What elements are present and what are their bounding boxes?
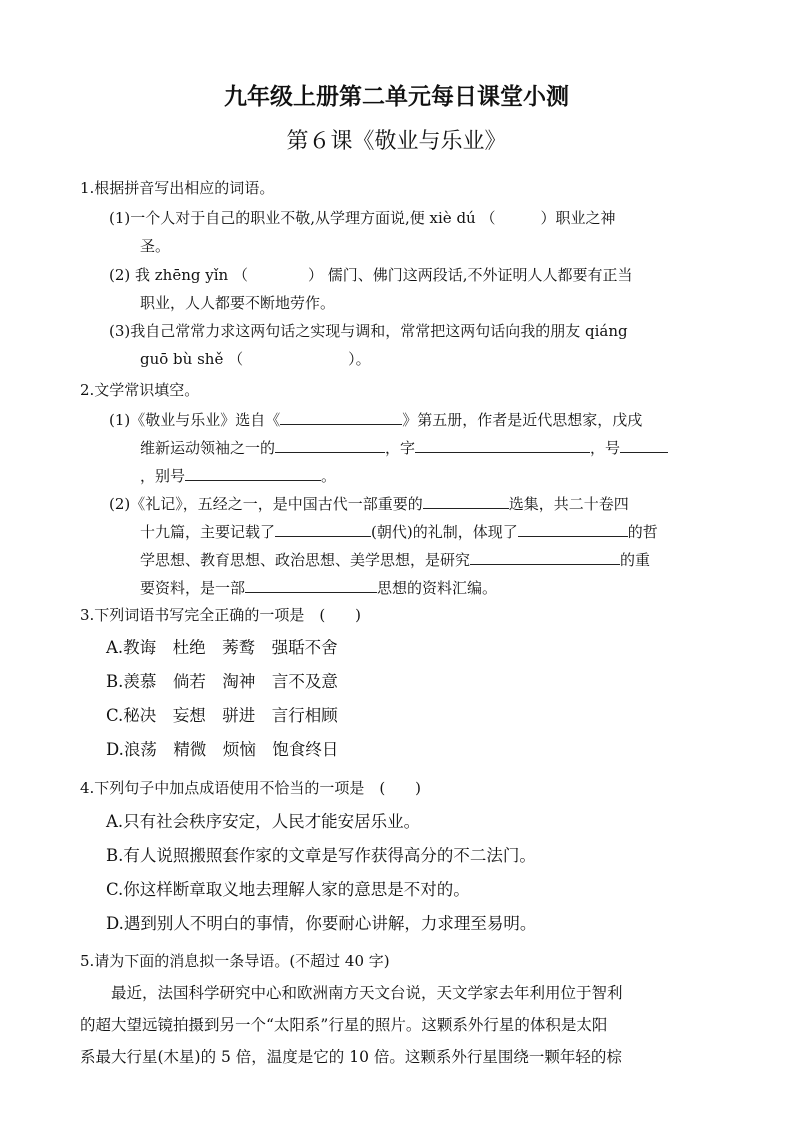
answer-blank-dynasty[interactable]	[275, 521, 371, 537]
q4-option-a[interactable]: A.只有社会秩序安定，人民才能安居乐业。	[106, 812, 421, 831]
q2-p2-line4	[140, 577, 497, 598]
q2-p2-text-b: 选集，共二十卷四	[508, 495, 629, 513]
q3-option-c[interactable]: C.秘决 妄想 骈进 言行相顾	[106, 706, 338, 725]
q2-p2-text-g: 的重	[620, 551, 651, 569]
q2-p2-text-d: (朝代)的礼制，体现了	[371, 523, 518, 541]
q2-p2-text-f: 学思想、教育思想、政治思想、美学思想，是研究	[140, 551, 471, 569]
answer-blank-thought[interactable]	[245, 577, 377, 593]
q1-item3-line2: guō bù shě （ ）。	[140, 350, 371, 368]
q2-p1-text-f: ，别号	[140, 467, 186, 485]
q4-option-b[interactable]: B.有人说照搬照套作家的文章是写作获得高分的不二法门。	[106, 846, 536, 865]
q2-p2-text-i: 思想的资料汇编。	[377, 579, 498, 597]
q2-p2-text-h: 要资料，是一部	[140, 579, 246, 597]
q2-p2-line1	[109, 493, 629, 514]
q2-p1-text-a: (1)《敬业与乐业》选自《	[109, 411, 281, 429]
answer-blank-art-name[interactable]	[620, 437, 668, 453]
q5-heading: 5.请为下面的消息拟一条导语。(不超过 40 字)	[80, 952, 390, 970]
q2-p1-line2	[140, 437, 668, 458]
q1-item2-line1: (2) 我 zhēng yǐn （ ） 儒门、佛门这两段话,不外证明人人都要有正当	[109, 266, 633, 284]
q5-passage-line: 系最大行星(木星)的 5 倍，温度是它的 10 倍。这颗系外行星围绕一颗年轻的棕	[80, 1048, 622, 1066]
q3-option-a[interactable]: A.教诲 杜绝 莠鹜 强聒不舍	[106, 638, 338, 657]
q3-option-d[interactable]: D.浪荡 精微 烦恼 饱食终日	[106, 740, 339, 759]
q2-p2-line2	[140, 521, 658, 542]
q2-p2-text-c: 十九篇，主要记载了	[140, 523, 276, 541]
q2-p1-text-d: ，字	[385, 439, 416, 457]
q1-item1-line1: (1)一个人对于自己的职业不敬,从学理方面说,便 xiè dú （ ）职业之神	[109, 209, 616, 227]
q2-heading: 2.文学常识填空。	[80, 381, 200, 399]
answer-blank-anthology[interactable]	[423, 493, 509, 509]
q4-heading: 4.下列句子中加点成语使用不恰当的一项是 ( )	[80, 779, 422, 797]
q2-p2-text-a: (2)《礼记》，五经之一，是中国古代一部重要的	[109, 495, 423, 513]
q2-p2-text-e: 的哲	[627, 523, 658, 541]
q2-p1-line3	[140, 465, 336, 486]
answer-blank-author[interactable]	[275, 437, 385, 453]
q2-p2-line3	[140, 549, 650, 570]
q3-option-b[interactable]: B.羡慕 倘若 淘神 言不及意	[106, 672, 338, 691]
answer-blank-courtesy-name[interactable]	[415, 437, 590, 453]
q3-heading: 3.下列词语书写完全正确的一项是 ( )	[80, 606, 362, 624]
q1-item3-line1: (3)我自己常常力求这两句话之实现与调和，常常把这两句话向我的朋友 qiáng	[109, 322, 628, 340]
q2-p1-text-g: 。	[321, 467, 337, 485]
q5-passage-line: 的超大望远镜拍摄到另一个“太阳系”行星的照片。这颗系外行星的体积是太阳	[80, 1016, 608, 1034]
lesson-title: 第６课《敬业与乐业》	[286, 129, 507, 154]
q5-passage-line: 最近，法国科学研究中心和欧洲南方天文台说，天文学家去年利用位于智利	[80, 984, 623, 1002]
q1-heading: 1.根据拼音写出相应的词语。	[80, 179, 275, 197]
answer-blank-philosophy[interactable]	[518, 521, 628, 537]
answer-blank-book[interactable]	[280, 409, 402, 425]
answer-blank-alias[interactable]	[185, 465, 321, 481]
q2-p1-text-e: ，号	[590, 439, 621, 457]
q2-p1-line1	[109, 409, 642, 430]
worksheet-title: 九年级上册第二单元每日课堂小测	[224, 84, 569, 110]
q2-p1-text-c: 维新运动领袖之一的	[140, 439, 276, 457]
q4-option-c[interactable]: C.你这样断章取义地去理解人家的意思是不对的。	[106, 880, 470, 899]
q4-option-d[interactable]: D.遇到别人不明白的事情，你要耐心讲解，力求理至易明。	[106, 914, 537, 933]
q1-item1-line2: 圣。	[140, 237, 171, 255]
answer-blank-research[interactable]	[470, 549, 620, 565]
q2-p1-text-b: 》第五册，作者是近代思想家，戊戌	[402, 411, 643, 429]
q1-item2-line2: 职业，人人都要不断地劳作。	[140, 294, 336, 312]
